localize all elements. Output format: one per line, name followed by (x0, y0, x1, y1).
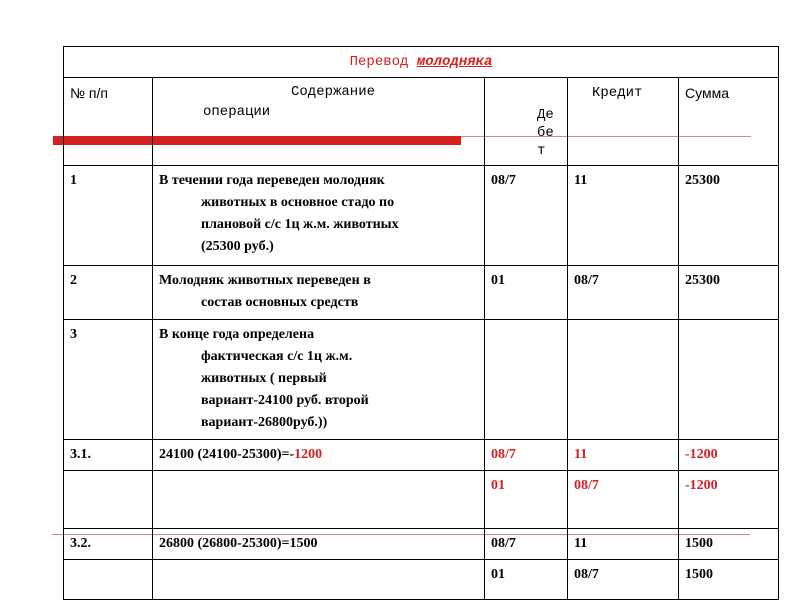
header-row (64, 78, 779, 166)
row-num (64, 560, 153, 600)
row-num (64, 471, 153, 529)
title-prefix: Перевод (349, 54, 409, 70)
row-debet: 08/7 (485, 166, 568, 266)
header-credit: Кредит (568, 78, 679, 166)
title-row (64, 47, 779, 78)
row-debet: 08/7 (485, 440, 568, 471)
row-content-line: В конце года определена (159, 327, 315, 342)
row-credit: 11 (568, 529, 679, 560)
row-credit: 08/7 (568, 560, 679, 600)
header-content-line2: операции (203, 104, 271, 120)
row-sum: 25300 (679, 166, 779, 266)
header-sum: Сумма (679, 78, 779, 166)
row-content (153, 560, 485, 600)
row-num: 3.1. (64, 440, 153, 471)
row-content-line: вариант-24100 руб. второй (201, 393, 369, 408)
row-content-line: вариант-26800руб.)) (201, 415, 328, 430)
row-debet: 01 (485, 471, 568, 529)
row-content (153, 166, 485, 266)
row-credit: 08/7 (568, 266, 679, 320)
row-content-line: В течении года переведен молодняк (159, 173, 385, 188)
row-sum: 1500 (679, 529, 779, 560)
row-num: 1 (64, 166, 153, 266)
table-row (64, 440, 779, 471)
row-content: 26800 (26800-25300)=1500 (153, 529, 485, 560)
row-sum: -1200 (679, 471, 779, 529)
row-credit: 11 (568, 166, 679, 266)
row-content-line: животных ( первый (201, 371, 327, 386)
row-credit (568, 320, 679, 440)
row-content-line: состав основных средств (201, 295, 359, 310)
row-credit: 11 (568, 440, 679, 471)
header-debet-part2: бе (537, 125, 554, 141)
header-content-line1: Содержание (291, 84, 376, 100)
header-debet-part3: т (537, 143, 546, 159)
header-debet-part1: Де (537, 107, 554, 123)
table-row (64, 266, 779, 320)
row-content-line: Молодняк животных переведен в (159, 273, 371, 288)
table-row (64, 320, 779, 440)
row-content-line: фактическая с/с 1ц ж.м. (201, 349, 353, 364)
row-debet: 08/7 (485, 529, 568, 560)
row-num: 3 (64, 320, 153, 440)
table-row (64, 529, 779, 560)
header-content (153, 78, 485, 166)
row-content-main: 24100 (24100-25300)=- (159, 447, 295, 462)
header-debet (485, 78, 568, 166)
table-row (64, 166, 779, 266)
table-row (64, 560, 779, 600)
row-debet: 01 (485, 266, 568, 320)
row-debet (485, 320, 568, 440)
row-sum: -1200 (679, 440, 779, 471)
row-credit: 08/7 (568, 471, 679, 529)
header-num: № п/п (64, 78, 153, 166)
row-sum (679, 320, 779, 440)
row-content-red: 1200 (294, 447, 323, 462)
table-title (64, 47, 779, 78)
row-content-line: животных в основное стадо по (201, 195, 395, 210)
row-sum: 25300 (679, 266, 779, 320)
row-content (153, 440, 485, 471)
row-num: 3.2. (64, 529, 153, 560)
row-num: 2 (64, 266, 153, 320)
row-content (153, 320, 485, 440)
table-row (64, 471, 779, 529)
row-sum: 1500 (679, 560, 779, 600)
row-content-line: плановой с/с 1ц ж.м. животных (201, 217, 399, 232)
row-content (153, 471, 485, 529)
row-content-line: (25300 руб.) (201, 239, 274, 254)
row-content (153, 266, 485, 320)
operations-table (63, 46, 779, 600)
row-debet: 01 (485, 560, 568, 600)
title-underlined: молодняка (416, 54, 493, 70)
